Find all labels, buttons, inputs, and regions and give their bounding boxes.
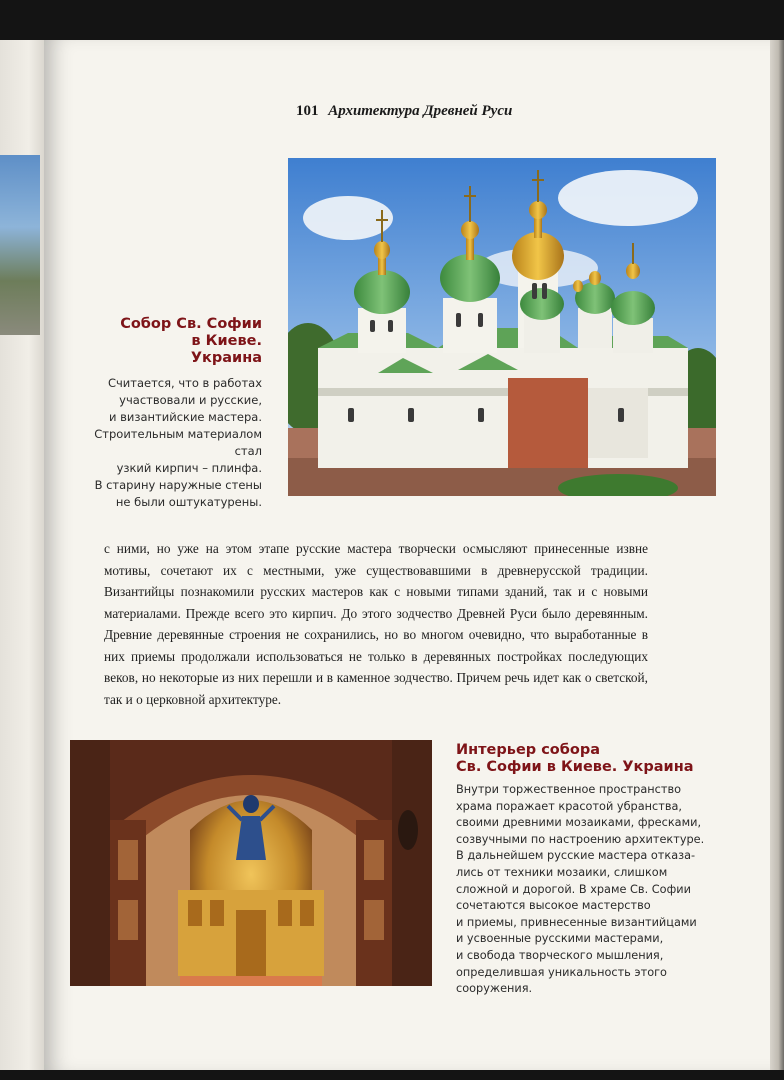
page-number: 101 (296, 103, 319, 119)
running-header (296, 103, 512, 120)
caption-interior-title: Интерьер собора Св. Софии в Киеве. Украина (456, 742, 694, 775)
caption-interior (456, 742, 714, 998)
main-text (104, 538, 648, 710)
caption-exterior (70, 316, 262, 511)
cathedral-interior-photo (70, 740, 432, 986)
running-title: Архитектура Древней Руси (328, 103, 513, 119)
cathedral-exterior-photo (288, 158, 716, 496)
left-page-photo-fragment (0, 155, 40, 335)
page-right-edge (770, 40, 784, 1070)
caption-exterior-text: Считается, что в работах участвовали и русские, и византийские мастера. Строительным материалом стал узкий кирпич – плинфа. В старину наружные стены не были оштукатурены. (94, 376, 262, 509)
caption-interior-text: Внутри торжественное пространство храма поражает красотой убранства, своими древними мозаиками, фресками, созвучными по настроению архитектуре. В дальнейшем русские мастера отказа- лись от техники мозаики, слишком сложной и дорогой. В храме Св. Софии сочетаются высокое мастерство и приемы, привнесенные византийцами и усвоенные русскими мастерами, и свобода творческого мышления, определившая уникальность этого сооружения. (456, 783, 705, 996)
caption-exterior-title: Собор Св. Софии в Киеве. Украина (120, 316, 262, 366)
body-paragraph: с ними, но уже на этом этапе русские мастера творчески осмысляют принесенные извне мотивы, сочетают их с местными, уже существовавшими в древнерусской традиции. Византийцы познакомили русских мастеров как с новыми типами зданий, так и с новыми материалами. Прежде всего это кирпич. До этого зодчество Древней Руси было деревянным. Древние деревянные строения не сохранились, но во многом очевидно, что выработанные в них приемы продолжали использоваться не только в деревянных постройках последующих веков, но некоторые из них перешли и в каменное зодчество. Причем речь идет как о светской, так и о церковной архитектуре. (104, 541, 648, 707)
